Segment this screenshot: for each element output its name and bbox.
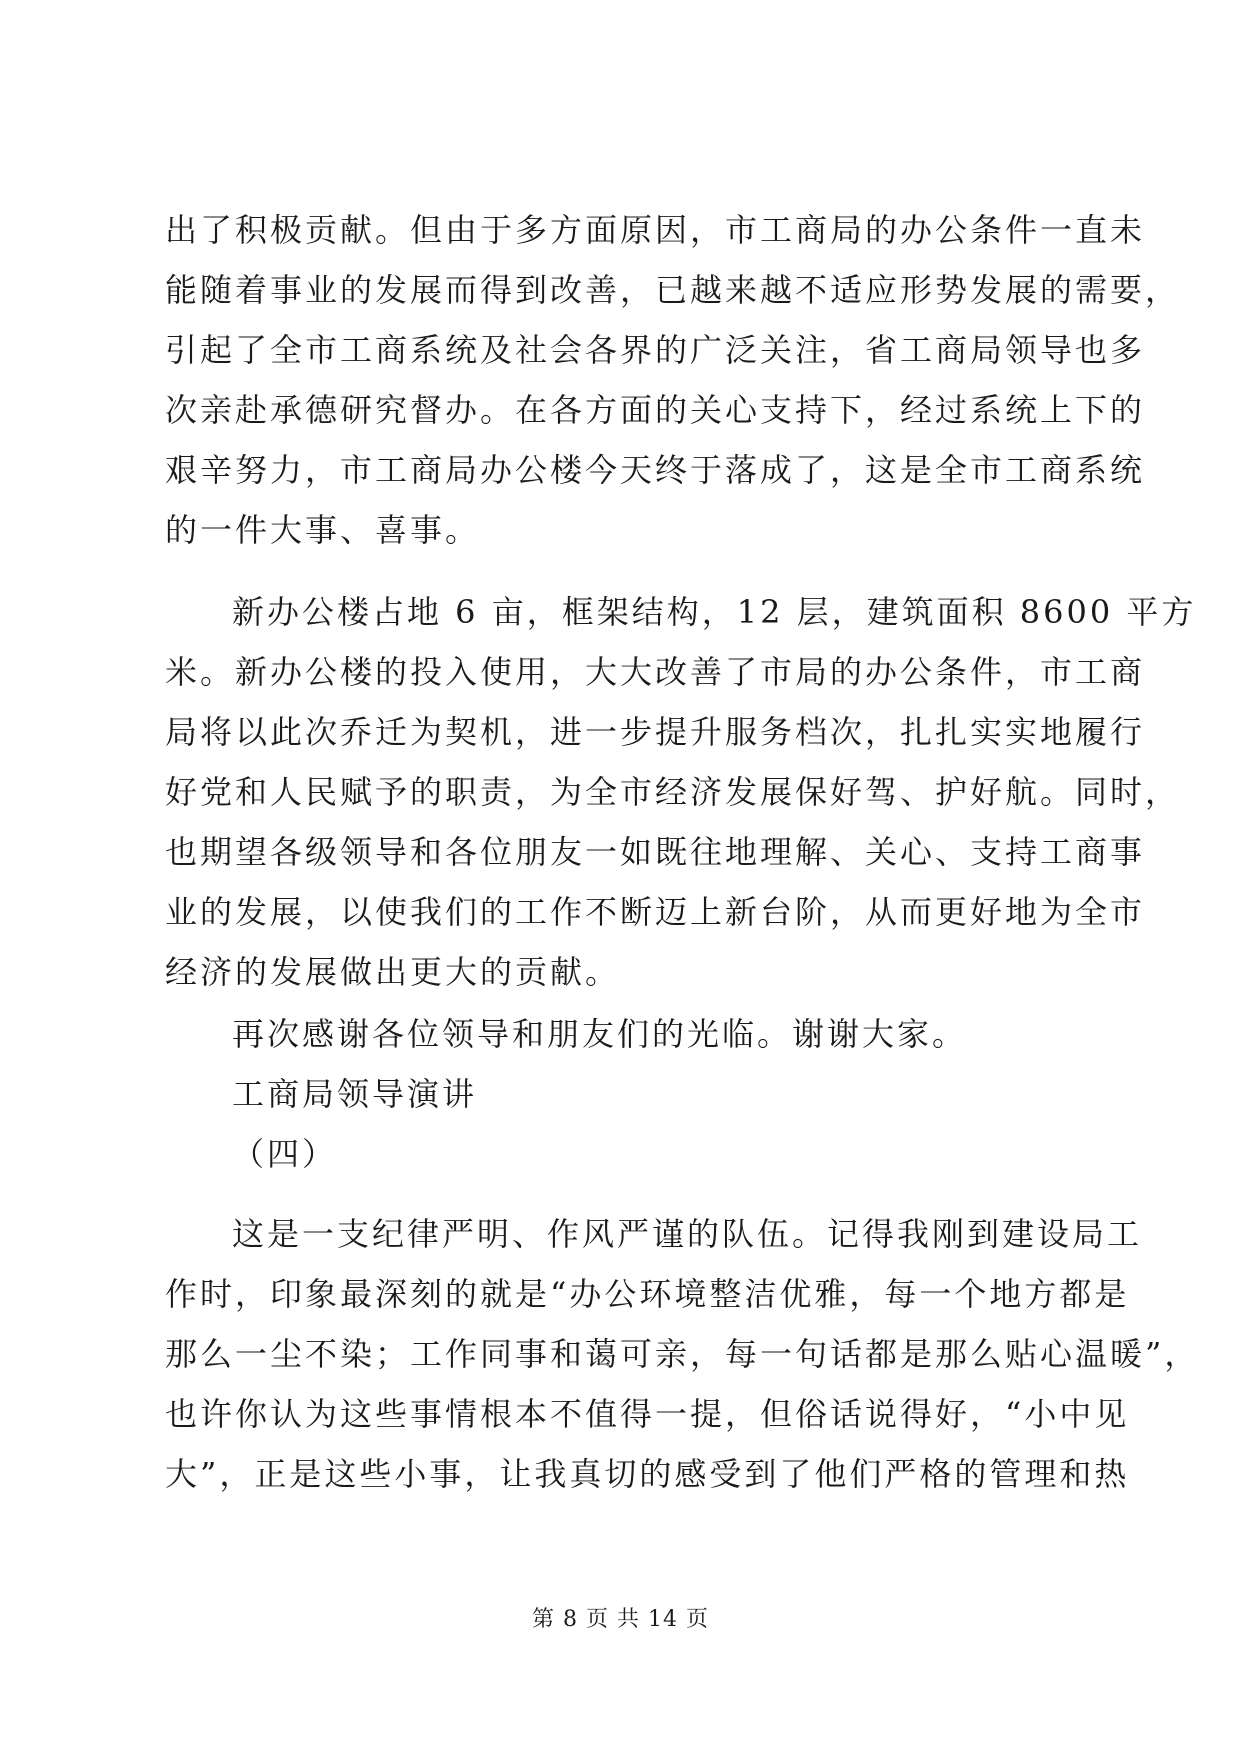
body-line: 那么一尘不染；工作同事和蔼可亲，每一句话都是那么贴心温暖”， [165, 1335, 1200, 1373]
body-line: 能随着事业的发展而得到改善，已越来越不适应形势发展的需要， [165, 271, 1181, 309]
body-line: 也期望各级领导和各位朋友一如既往地理解、关心、支持工商事 [165, 833, 1146, 871]
body-line: 这是一支纪律严明、作风严谨的队伍。记得我刚到建设局工 [232, 1215, 1143, 1253]
section-heading: 工商局领导演讲 [232, 1075, 478, 1113]
body-line: 出了积极贡献。但由于多方面原因，市工商局的办公条件一直未 [165, 211, 1146, 249]
section-number: （四） [232, 1135, 338, 1173]
body-line: 次亲赴承德研究督办。在各方面的关心支持下，经过系统上下的 [165, 391, 1146, 429]
body-line: 的一件大事、喜事。 [165, 511, 481, 549]
body-line: 引起了全市工商系统及社会各界的广泛关注，省工商局领导也多 [165, 331, 1146, 369]
body-line: 业的发展，以使我们的工作不断迈上新台阶，从而更好地为全市 [165, 893, 1146, 931]
body-line: 作时，印象最深刻的就是“办公环境整洁优雅，每一个地方都是 [165, 1275, 1130, 1313]
body-line: 好党和人民赋予的职责，为全市经济发展保好驾、护好航。同时， [165, 773, 1181, 811]
body-line: 经济的发展做出更大的贡献。 [165, 953, 621, 991]
body-line: 米。新办公楼的投入使用，大大改善了市局的办公条件，市工商 [165, 653, 1146, 691]
body-line: 新办公楼占地 6 亩，框架结构，12 层，建筑面积 8600 平方 [232, 593, 1197, 631]
body-line: 也许你认为这些事情根本不值得一提，但俗话说得好，“小中见 [165, 1395, 1130, 1433]
body-line: 再次感谢各位领导和朋友们的光临。谢谢大家。 [232, 1015, 968, 1053]
body-line: 艰辛努力，市工商局办公楼今天终于落成了，这是全市工商系统 [165, 451, 1146, 489]
body-line: 局将以此次乔迁为契机，进一步提升服务档次，扎扎实实地履行 [165, 713, 1146, 751]
page-number-footer: 第 8 页 共 14 页 [532, 1607, 709, 1632]
body-line: 大”，正是这些小事，让我真切的感受到了他们严格的管理和热 [165, 1455, 1130, 1493]
